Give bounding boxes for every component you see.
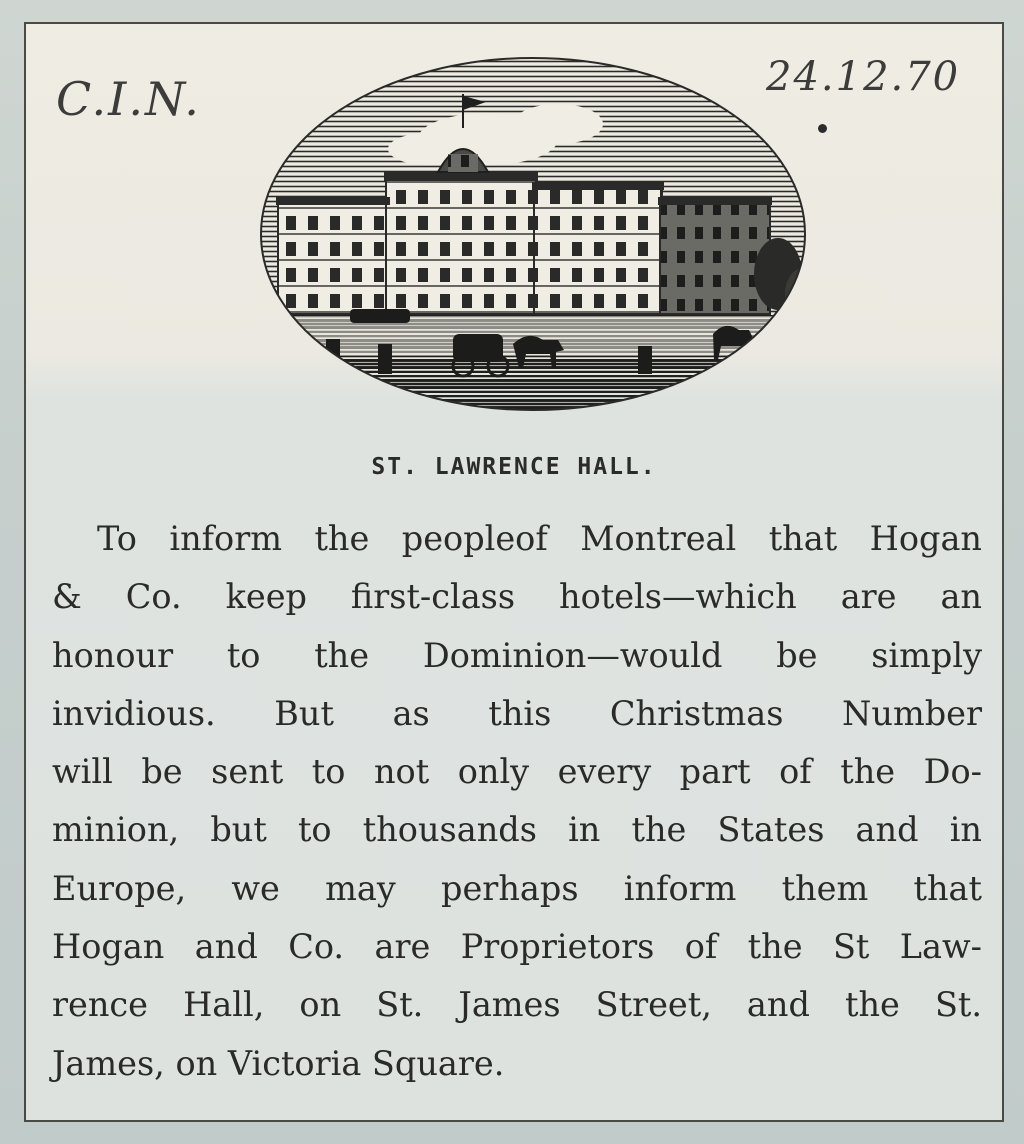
- body-line: invidious. But as this Christmas Number: [52, 693, 982, 733]
- body-line: Hogan and Co. are Proprietors of the St Law-: [52, 927, 982, 967]
- body-line: honour to the Dominion—would be simply: [52, 635, 982, 675]
- body-line: James, on Victoria Square.: [52, 1043, 505, 1083]
- article-body: [52, 510, 982, 1093]
- body-line: & Co. keep first-class hotels—which are an: [52, 577, 982, 617]
- newspaper-clipping: [24, 22, 1004, 1122]
- body-line: Europe, we may perhaps inform them that: [52, 868, 982, 908]
- article-heading: ST. LAWRENCE HALL.: [371, 454, 657, 480]
- body-line: To inform the peopleof Montreal that Hogan: [97, 519, 982, 558]
- hotel-engraving: [258, 54, 808, 414]
- body-line: rence Hall, on St. James Street, and the St.: [52, 985, 982, 1025]
- ink-spot: [818, 124, 827, 133]
- handwritten-date: 24.12.70: [766, 54, 961, 100]
- body-line: will be sent to not only every part of the Do-: [52, 752, 982, 792]
- body-line: minion, but to thousands in the States and in: [52, 810, 982, 850]
- handwritten-note-left: C.I.N.: [56, 72, 201, 126]
